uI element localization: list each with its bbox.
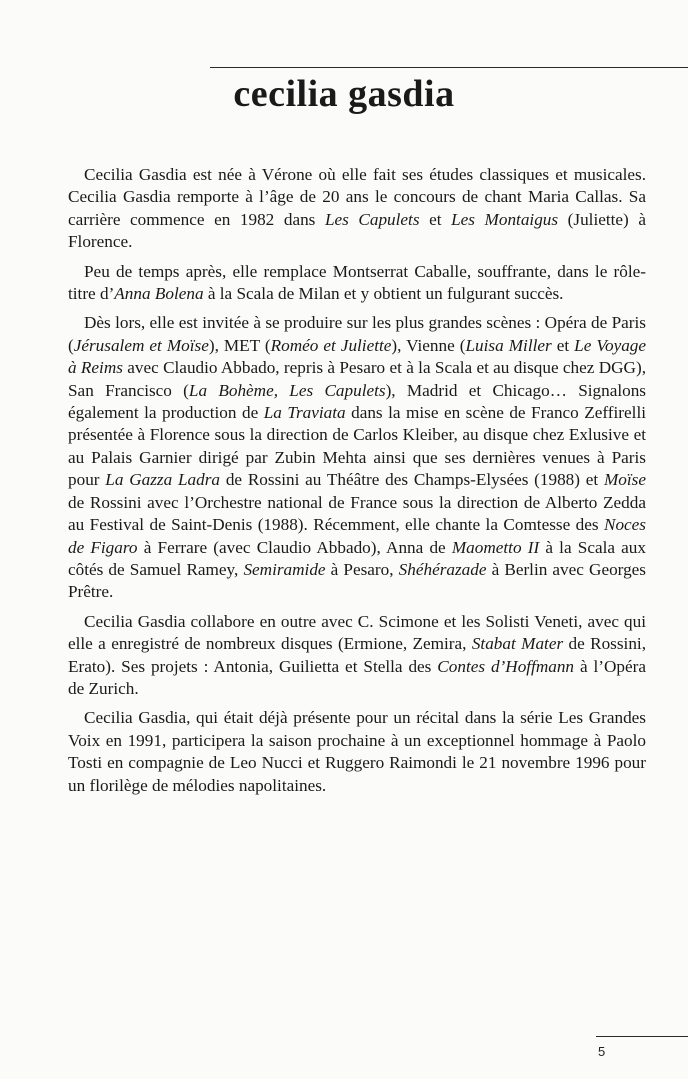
text-run: (Juliette) à Florence. xyxy=(68,209,646,252)
page-title: cecilia gasdia xyxy=(233,73,455,115)
italic-title: La Bohème, Les Capulets xyxy=(188,380,386,400)
italic-title: Luisa Miller xyxy=(465,335,552,355)
text-run: de Rossini, Erato). Ses projets : Antonia, Guilietta et Stella des xyxy=(68,634,646,676)
italic-title: Les Montaigus xyxy=(451,209,559,229)
italic-title: Maometto II xyxy=(451,537,540,557)
italic-title: Roméo et Juliette xyxy=(270,335,392,355)
biography-text xyxy=(68,164,646,804)
paragraph xyxy=(68,164,646,254)
text-run: à Berlin avec Georges Prêtre. xyxy=(68,559,646,602)
page-number: 5 xyxy=(598,1044,606,1059)
text-run: à Pesaro, xyxy=(325,559,399,579)
paragraph xyxy=(68,261,646,306)
italic-title: Moïse xyxy=(603,470,646,490)
text-run: Cecilia Gasdia est née à Vérone où elle fait ses études classiques et musicales. Cecilia Gasdia remporte à l’âge de 20 ans le concours de chant Maria Callas. Sa carrière commence en 1982 dans xyxy=(68,165,646,229)
text-run: ), Madrid et Chicago… Signalons également la production de xyxy=(68,380,646,423)
bottom-rule xyxy=(596,1036,688,1037)
paragraph xyxy=(68,611,646,701)
text-run: à la Scala de Milan et y obtient un fulgurant succès. xyxy=(203,284,564,304)
italic-title: Jérusalem et Moïse xyxy=(73,335,209,355)
italic-title: La Gazza Ladra xyxy=(105,470,221,490)
text-run: Peu de temps après, elle remplace Montserrat Caballe, souffrante, dans le rôle-titre d’ xyxy=(68,261,646,304)
text-run: à la Scala aux côtés de Samuel Ramey, xyxy=(68,537,646,579)
text-run: Cecilia Gasdia collabore en outre avec C. Scimone et les Solisti Veneti, avec qui elle a enregistré de nombreux disques (Ermione, Zemira, xyxy=(68,611,646,654)
text-run: avec Claudio Abbado, repris à Pesaro et à la Scala et au disque chez DGG), San Francisco ( xyxy=(68,358,646,400)
paragraph xyxy=(68,312,646,603)
text-run: Cecilia Gasdia, qui était déjà présente pour un récital dans la série Les Grandes Voix en 1991, participera la saison prochaine à un exceptionnel hommage à Paolo Tosti en compagnie de Leo Nucci et Ruggero Raimondi le 21 novembre 1996 pour un florilège de mélodies napolitaines. xyxy=(68,708,646,795)
text-run: Dès lors, elle est invitée à se produire sur les plus grandes scènes : Opéra de Paris ( xyxy=(68,313,646,355)
text-run: ), MET ( xyxy=(208,335,271,355)
italic-title: Les Capulets xyxy=(324,209,420,229)
top-rule xyxy=(210,67,688,68)
paragraph xyxy=(68,707,646,797)
italic-title: Anna Bolena xyxy=(114,284,204,304)
text-run: ), Vienne ( xyxy=(391,335,466,355)
text-run: à Ferrare (avec Claudio Abbado), Anna de xyxy=(137,537,452,557)
text-run: et xyxy=(419,209,452,229)
italic-title: Stabat Mater xyxy=(471,634,564,654)
text-run: de Rossini au Théâtre des Champs-Elysées (1988) et xyxy=(220,470,604,490)
text-run: de Rossini avec l’Orchestre national de France sous la direction de Alberto Zedda au Festival de Saint-Denis (1988). Récemment, elle chante la Comtesse des xyxy=(68,492,646,535)
text-run: à l’Opéra de Zurich. xyxy=(68,656,646,698)
text-run: dans la mise en scène de Franco Zeffirelli présentée à Florence sous la direction de Carlos Kleiber, au disque chez Exlusive et au Palais Garnier dirigé par Zubin Mehta ainsi que ses dernières venues à Paris pour xyxy=(68,403,646,490)
italic-title: La Traviata xyxy=(263,403,346,423)
italic-title: Semiramide xyxy=(243,559,326,579)
italic-title: Contes d’Hoffmann xyxy=(437,656,575,676)
text-run: et xyxy=(551,335,575,355)
italic-title: Le Voyage à Reims xyxy=(68,335,647,378)
italic-title: Noces de Figaro xyxy=(68,515,646,557)
italic-title: Shéhérazade xyxy=(398,559,487,579)
